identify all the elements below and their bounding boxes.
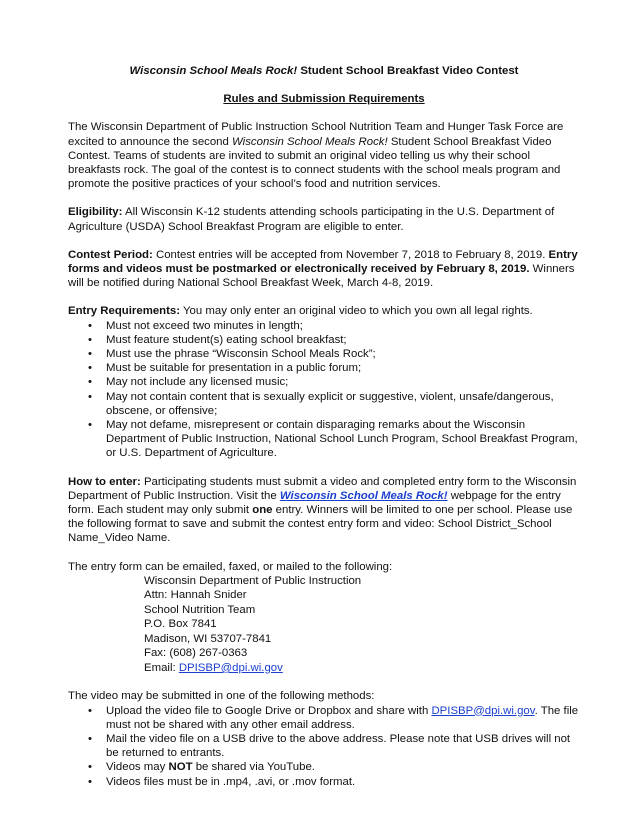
address-line: Madison, WI 53707-7841	[144, 632, 272, 645]
document-page	[68, 64, 580, 789]
video-submission-intro: The video may be submitted in one of the following methods:	[68, 690, 375, 703]
submission-text: . The file must not be shared with any other email address.	[106, 704, 579, 731]
document-title	[68, 64, 580, 78]
list-item: • May not include any licensed music;	[68, 375, 580, 389]
list-item: • Must be suitable for presentation in a public forum;	[68, 361, 580, 375]
address-line: Fax: (608) 267-0363	[144, 647, 248, 660]
address-line: Attn: Hannah Snider	[144, 589, 247, 602]
list-item: • May not contain content that is sexually explicit or suggestive, violent, unsafe/dangerous, obscene, or offensive;	[68, 390, 580, 418]
list-item: • Must feature student(s) eating school breakfast;	[68, 333, 580, 347]
address-line: School Nutrition Team	[144, 603, 256, 616]
contest-period-deadline: Entry forms and videos must be postmarked or electronically received by February 8, 2019.	[68, 248, 578, 276]
mailing-address	[68, 574, 580, 676]
eligibility-text: All Wisconsin K-12 students attending schools participating in the U.S. Department of Agriculture (USDA) School Breakfast Program are eligible to enter.	[68, 206, 555, 233]
list-item	[68, 704, 580, 732]
video-submission-list	[68, 704, 580, 789]
contest-period-label: Contest Period:	[68, 248, 153, 261]
entry-form-intro: The entry form can be emailed, faxed, or mailed to the following:	[68, 560, 393, 573]
document-subtitle: Rules and Submission Requirements	[223, 93, 425, 106]
submission-text: be shared via YouTube.	[192, 761, 315, 774]
email-line	[144, 661, 580, 676]
eligibility-label: Eligibility:	[68, 206, 123, 219]
contest-period-text-2: Winners will be notified during National School Breakfast Week, March 4-8, 2019.	[68, 263, 575, 290]
address-line: Wisconsin Department of Public Instruction	[144, 574, 362, 587]
list-item: • Must not exceed two minutes in length;	[68, 319, 580, 333]
eligibility-paragraph	[68, 205, 580, 233]
how-to-enter-one: one	[252, 504, 273, 517]
how-to-enter-text-3: entry. Winners will be limited to one per school. Please use the following format to save and submit the contest entry form and video: School District_School Name_Video Name.	[68, 504, 573, 545]
list-item	[68, 760, 580, 774]
intro-text-1: The Wisconsin Department of Public Instruction School Nutrition Team and Hunger Task Force are excited to announce the second	[68, 121, 564, 148]
how-to-enter-text-2: webpage for the entry form. Each student may only submit	[68, 489, 561, 517]
submission-not: NOT	[168, 761, 193, 774]
entry-requirements-list	[68, 319, 580, 461]
contest-period-text-1: Contest entries will be accepted from November 7, 2018 to February 8, 2019.	[152, 248, 549, 261]
entry-requirements-text: You may only enter an original video to which you own all legal rights.	[180, 305, 533, 318]
entry-requirements-label: Entry Requirements:	[68, 305, 181, 318]
how-to-enter-text-1: Participating students must submit a video and completed entry form to the Wisconsin Department of Public Instruction. Visit the	[68, 475, 577, 502]
entry-requirements-paragraph	[68, 304, 580, 318]
intro-text-2: Student School Breakfast Video Contest. Teams of students are invited to submit an original video telling us why their school breakfasts rock. The goal of the contest is to connect students with the school meals program and promote the positive practices of your school’s food and nutrition services.	[68, 135, 561, 191]
address-line: P.O. Box 7841	[144, 618, 217, 631]
list-item: • Videos files must be in .mp4, .avi, or .mov format.	[68, 775, 580, 789]
how-to-enter-label: How to enter:	[68, 475, 141, 488]
email-label: Email:	[144, 661, 179, 674]
list-item: • May not defame, misrepresent or contain disparaging remarks about the Wisconsin Department of Public Instruction, National School Lunch Program, School Breakfast Program, or U.S. Department of Agriculture.	[68, 418, 580, 461]
list-item: • Mail the video file on a USB drive to the above address. Please note that USB drives will not be returned to entrants.	[68, 732, 580, 760]
contest-period-paragraph	[68, 248, 580, 291]
contact-email-link[interactable]: DPISBP@dpi.wi.gov	[178, 661, 283, 674]
meals-rock-webpage-link[interactable]: Wisconsin School Meals Rock!	[279, 489, 448, 502]
submission-text: Upload the video file to Google Drive or Dropbox and share with	[106, 704, 432, 717]
title-italic: Wisconsin School Meals Rock!	[129, 65, 298, 77]
how-to-enter-paragraph	[68, 475, 580, 546]
submission-text: Videos may	[106, 761, 169, 774]
intro-paragraph	[68, 120, 580, 191]
title-rest: Student School Breakfast Video Contest	[297, 65, 519, 77]
list-item: • Must use the phrase “Wisconsin School Meals Rock”;	[68, 347, 580, 361]
intro-italic: Wisconsin School Meals Rock!	[232, 135, 388, 148]
share-email-link[interactable]: DPISBP@dpi.wi.gov	[431, 704, 535, 717]
